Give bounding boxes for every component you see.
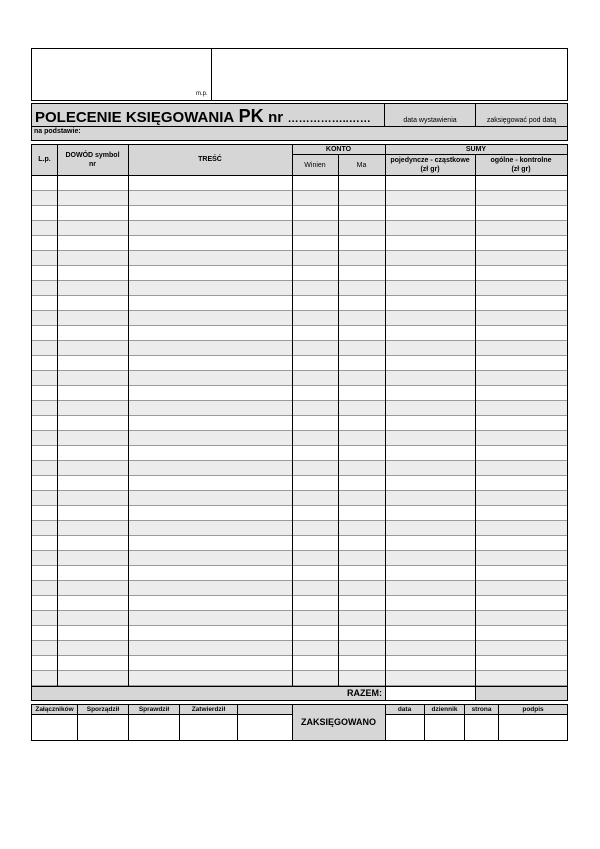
- table-row[interactable]: [32, 581, 567, 596]
- title-pk: PK: [238, 106, 264, 126]
- table-row[interactable]: [32, 491, 567, 506]
- table-row[interactable]: [32, 431, 567, 446]
- stamp-box: [31, 48, 568, 101]
- col-line-winien: [338, 154, 339, 686]
- table-row[interactable]: [32, 446, 567, 461]
- header-ogolne-2: (zł gr): [511, 166, 531, 173]
- table-row[interactable]: [32, 251, 567, 266]
- table-row[interactable]: [32, 521, 567, 536]
- table-row[interactable]: [32, 206, 567, 221]
- entry-rows: [32, 176, 567, 686]
- table-row[interactable]: [32, 221, 567, 236]
- footer-sprawdzil: Sprawdził: [138, 706, 170, 713]
- table-row[interactable]: [32, 401, 567, 416]
- footer-data: data: [397, 706, 412, 713]
- table-row[interactable]: [32, 311, 567, 326]
- table-row[interactable]: [32, 296, 567, 311]
- header-lp: L.p.: [38, 156, 51, 163]
- header-dowod-2: nr: [89, 161, 96, 168]
- sporzadzil-field[interactable]: [78, 715, 128, 740]
- basis-field[interactable]: na podstawie:: [34, 128, 81, 135]
- table-row[interactable]: [32, 176, 567, 191]
- post-date-field[interactable]: zaksięgować pod datą: [486, 117, 557, 124]
- table-row[interactable]: [32, 566, 567, 581]
- total-label: RAZEM:: [347, 688, 382, 698]
- footer-podpis: podpis: [522, 706, 544, 713]
- table-row[interactable]: [32, 326, 567, 341]
- zalacznikow-field[interactable]: [32, 715, 77, 740]
- title-hline: [32, 126, 567, 127]
- footer-zatwierdzil: Zatwierdził: [191, 706, 226, 713]
- footer-dziennik: dziennik: [431, 706, 458, 713]
- footer-zalacznikow: Załączników: [35, 706, 74, 713]
- header-winien: Winien: [304, 162, 326, 169]
- dziennik-field[interactable]: [425, 715, 464, 740]
- footer-table: [31, 704, 568, 741]
- table-row[interactable]: [32, 281, 567, 296]
- table-row[interactable]: [32, 416, 567, 431]
- table-row[interactable]: [32, 551, 567, 566]
- zatwierdzil-field[interactable]: [180, 715, 237, 740]
- table-row[interactable]: [32, 536, 567, 551]
- title-main: POLECENIE KSIĘGOWANIA: [35, 109, 235, 126]
- table-row[interactable]: [32, 266, 567, 281]
- table-row[interactable]: [32, 656, 567, 671]
- table-row[interactable]: [32, 611, 567, 626]
- header-ogolne-1: ogólne - kontrolne: [490, 157, 552, 164]
- table-row[interactable]: [32, 596, 567, 611]
- table-row[interactable]: [32, 626, 567, 641]
- footer-sporzadzil: Sporządził: [86, 706, 120, 713]
- header-sub-line: [292, 154, 567, 155]
- col-line-tresc: [292, 145, 293, 686]
- title-nr: nr: [268, 109, 284, 126]
- table-row[interactable]: [32, 191, 567, 206]
- table-row[interactable]: [32, 461, 567, 476]
- header-ma: Ma: [356, 162, 367, 169]
- total-pojedyncze-cell[interactable]: [386, 687, 475, 700]
- table-row[interactable]: [32, 386, 567, 401]
- table-row[interactable]: [32, 476, 567, 491]
- entries-table: [31, 144, 568, 701]
- issue-date-field[interactable]: data wystawienia: [403, 117, 457, 124]
- table-row[interactable]: [32, 641, 567, 656]
- header-dowod-1: DOWÓD symbol: [65, 152, 120, 159]
- header-sumy: SUMY: [465, 146, 487, 153]
- table-row[interactable]: [32, 356, 567, 371]
- total-ogolne-cell[interactable]: [476, 687, 567, 700]
- podpis-field[interactable]: [499, 715, 567, 740]
- extra-field[interactable]: [238, 715, 292, 740]
- title-bar: [31, 103, 568, 141]
- footer-strona: strona: [471, 706, 492, 713]
- header-konto: KONTO: [325, 146, 352, 153]
- header-pojedyncze-2: (zł gr): [420, 166, 440, 173]
- col-line-dowod: [128, 145, 129, 686]
- col-line-ma: [385, 145, 386, 700]
- mp-label: m.p.: [196, 91, 208, 97]
- data-field[interactable]: [386, 715, 424, 740]
- table-row[interactable]: [32, 236, 567, 251]
- header-pojedyncze-1: pojedyncze - cząstkowe: [390, 157, 470, 164]
- title-number-field[interactable]: ……………..……: [287, 113, 371, 125]
- sprawdzil-field[interactable]: [129, 715, 179, 740]
- col-line-lp: [57, 145, 58, 686]
- stamp-divider: [211, 49, 212, 100]
- table-row[interactable]: [32, 506, 567, 521]
- table-row[interactable]: [32, 341, 567, 356]
- zaksiegowano-label: ZAKSIĘGOWANO: [300, 717, 376, 727]
- header-tresc: TREŚĆ: [198, 156, 222, 163]
- col-line-pojedyncze: [475, 154, 476, 700]
- strona-field[interactable]: [465, 715, 498, 740]
- table-row[interactable]: [32, 371, 567, 386]
- table-row[interactable]: [32, 671, 567, 686]
